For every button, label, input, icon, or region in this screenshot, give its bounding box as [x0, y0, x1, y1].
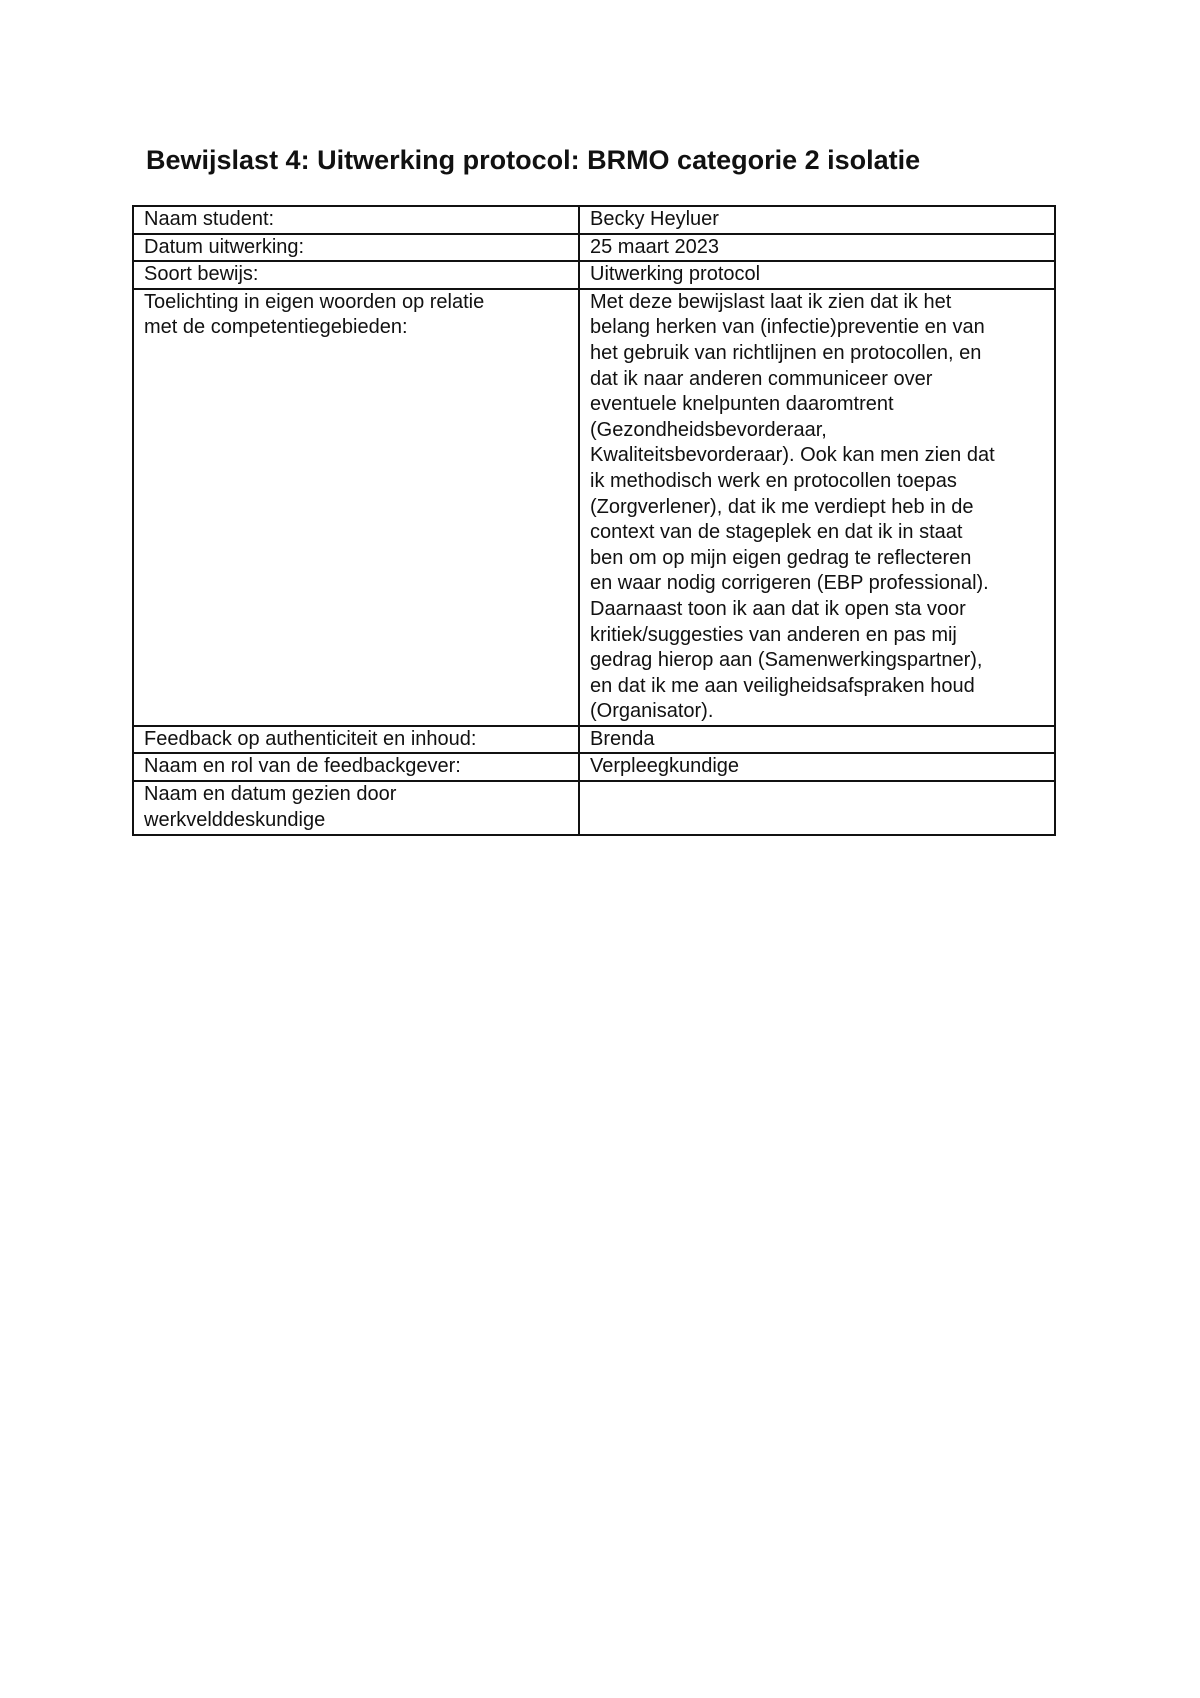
table-row-explanation [133, 289, 1055, 726]
row-label: Soort bewijs: [133, 261, 579, 289]
row-value: Uitwerking protocol [579, 261, 1055, 289]
table-row-feedback-giver [133, 753, 1055, 781]
document-title: Bewijslast 4: Uitwerking protocol: BRMO categorie 2 isolatie [146, 145, 921, 175]
row-value: Becky Heyluer [579, 206, 1055, 234]
table-row-field-expert [133, 781, 1055, 835]
table-row-date [133, 234, 1055, 262]
table-row-feedback [133, 726, 1055, 754]
row-value: Verpleegkundige [579, 753, 1055, 781]
evidence-form-table [132, 205, 1056, 836]
row-label: Feedback op authenticiteit en inhoud: [133, 726, 579, 754]
row-label: Naam en rol van de feedbackgever: [133, 753, 579, 781]
table-row-student-name [133, 206, 1055, 234]
row-value [579, 781, 1055, 835]
row-label: Datum uitwerking: [133, 234, 579, 262]
row-value: Met deze bewijslast laat ik zien dat ik het belang herken van (infectie)preventie en van het gebruik van richtlijnen en protocollen, en dat ik naar anderen communiceer over eventuele knelpunten daaromtrent (Gezondheidsbevorderaar, Kwaliteitsbevorderaar). Ook kan men zien dat ik methodisch werk en protocollen toepas (Zorgverlener), dat ik me verdiept heb in de context van de stageplek en dat ik in staat ben om op mijn eigen gedrag te reflecteren en waar nodig corrigeren (EBP professional). Daarnaast toon ik aan dat ik open sta voor kritiek/suggesties van anderen en pas mij gedrag hierop aan (Samenwerkingspartner), en dat ik me aan veiligheidsafspraken houd (Organisator). [579, 289, 1055, 726]
row-value: Brenda [579, 726, 1055, 754]
table-row-evidence-type [133, 261, 1055, 289]
row-label: Toelichting in eigen woorden op relatie met de competentiegebieden: [133, 289, 579, 726]
row-value: 25 maart 2023 [579, 234, 1055, 262]
row-label: Naam en datum gezien door werkvelddeskundige [133, 781, 579, 835]
row-label: Naam student: [133, 206, 579, 234]
